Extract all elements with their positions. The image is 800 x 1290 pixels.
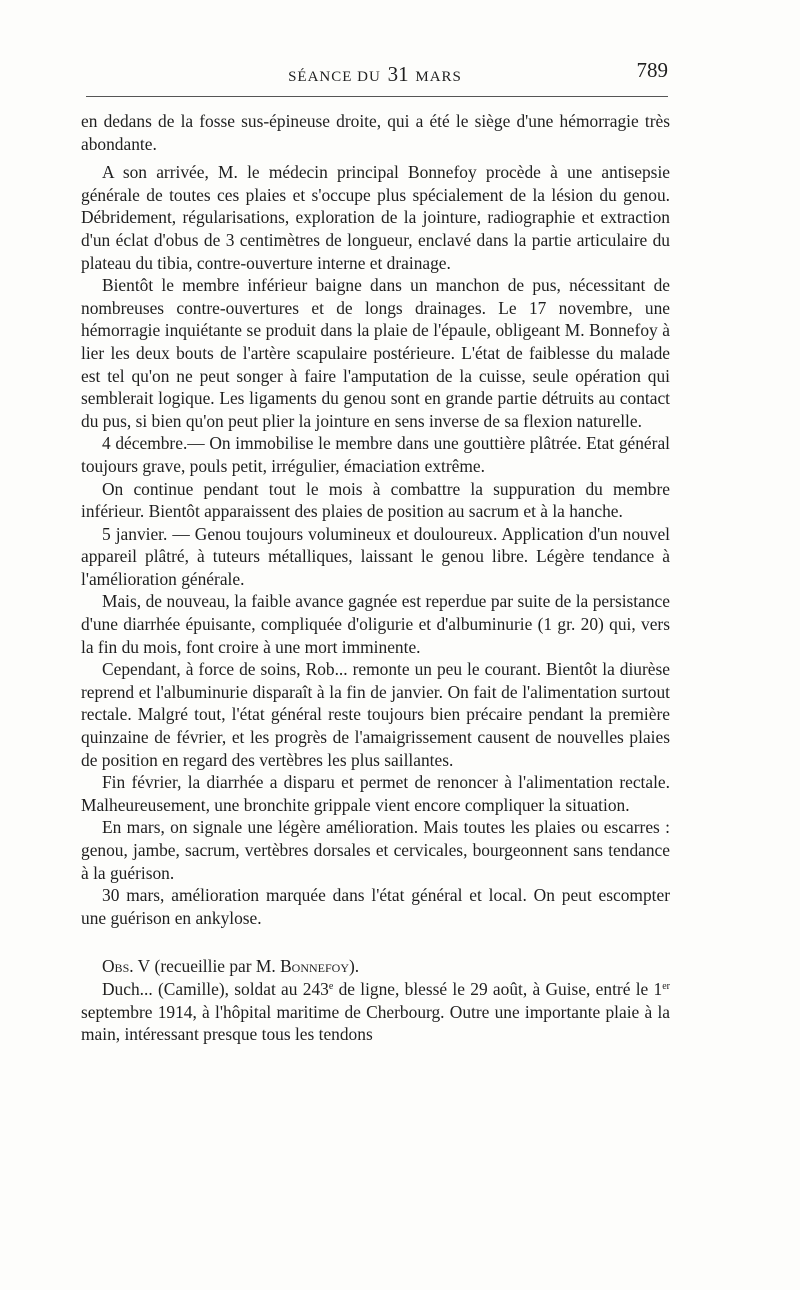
running-head-day: 31 bbox=[387, 62, 409, 86]
paragraph: Cependant, à force de soins, Rob... remonte un peu le courant. Bientôt la diurèse reprend et l'albuminurie disparaît à la fin de janvier. On fait de l'alimentation surtout rectale. Malgré tout, l'état général reste toujours bien précaire pendant la première quinzaine de février, et les progrès de l'amaigrissement causent de nouvelles plaies de position en regard des vertèbres les plus saillantes. bbox=[81, 659, 670, 770]
observation-author: Bonnefoy bbox=[280, 956, 350, 977]
paragraph-final bbox=[81, 978, 670, 1046]
paragraph: On continue pendant tout le mois à combattre la suppuration du membre inférieur. Bientôt apparaissent des plaies de position au sacrum et à la hanche. bbox=[81, 478, 670, 522]
running-head-title-start: SÉANCE DU bbox=[288, 69, 381, 85]
running-head-title bbox=[82, 62, 668, 87]
paragraph: En mars, on signale une légère amélioration. Mais toutes les plaies ou escarres : genou, jambe, sacrum, vertèbres dorsales et cervicales, bourgeonnent sans tendance à la guérison. bbox=[81, 817, 670, 883]
final-superscript-1: e bbox=[328, 980, 334, 992]
paragraph: 5 janvier. — Genou toujours volumineux et douloureux. Application d'un nouvel appareil plâtré, à tuteurs métalliques, laissant le genou libre. Légère tendance à l'amélioration générale. bbox=[81, 523, 670, 589]
paragraph: Bientôt le membre inférieur baigne dans un manchon de pus, nécessitant de nombreuses contre-ouvertures et de longs drainages. Le 17 novembre, une hémorragie inquiétante se produit dans la plaie de l'épaule, obligeant M. Bonnefoy à lier les deux bouts de l'artère scapulaire postérieure. L'état de faiblesse du malade est tel qu'on ne peut songer à faire l'amputation de la cuisse, seule opération qui semblerait logique. Les ligaments du genou sont en grande partie détruits au contact du pus, si bien qu'on peut plier la jointure en sens inverse de sa flexion naturelle. bbox=[81, 275, 670, 431]
observation-text-after: ). bbox=[349, 956, 360, 977]
paragraph: A son arrivée, M. le médecin principal Bonnefoy procède à une antisepsie générale de toutes ces plaies et s'occupe plus spécialement de la lésion du genou. Débridement, régularisations, exploration de la jointure, radiographie et extraction d'un éclat d'obus de 3 centimètres de longueur, enclavé dans la partie articulaire du plateau du tibia, contre-ouverture interne et drainage. bbox=[81, 162, 670, 273]
paragraph: 4 décembre.— On immobilise le membre dans une gouttière plâtrée. Etat général toujours grave, pouls petit, irrégulier, émaciation extrême. bbox=[81, 433, 670, 476]
final-text-1: Duch... (Camille), soldat au 243 bbox=[102, 978, 329, 999]
running-head bbox=[82, 58, 668, 84]
running-head-month: MARS bbox=[415, 69, 462, 85]
observation-heading bbox=[81, 955, 670, 978]
paragraph: Fin février, la diarrhée a disparu et permet de renoncer à l'alimentation rectale. Malheureusement, une bronchite grippale vient encore compliquer la situation. bbox=[81, 772, 670, 815]
final-superscript-2: er bbox=[662, 980, 670, 992]
paragraph: 30 mars, amélioration marquée dans l'état général et local. On peut escompter une guérison en ankylose. bbox=[81, 885, 670, 928]
paragraph-continued: en dedans de la fosse sus-épineuse droite, qui a été le siège d'une hémorragie très abondante. bbox=[81, 111, 670, 154]
observation-label: Obs. V bbox=[102, 956, 151, 977]
final-text-3: septembre 1914, à l'hôpital maritime de Cherbourg. Outre une importante plaie à la main, intéressant presque tous les tendons bbox=[81, 1001, 670, 1045]
body-text bbox=[81, 110, 670, 1046]
page-number: 789 bbox=[636, 58, 668, 82]
observation-text-before: (recueillie par M. bbox=[150, 956, 281, 977]
paragraph: Mais, de nouveau, la faible avance gagnée est reperdue par suite de la persistance d'une diarrhée épuisante, compliquée d'oligurie et d'albuminurie (1 gr. 20) qui, vers la fin du mois, font croire à une mort imminente. bbox=[81, 591, 670, 657]
header-rule bbox=[86, 96, 668, 97]
final-text-2: de ligne, blessé le 29 août, à Guise, entré le 1 bbox=[333, 978, 663, 999]
